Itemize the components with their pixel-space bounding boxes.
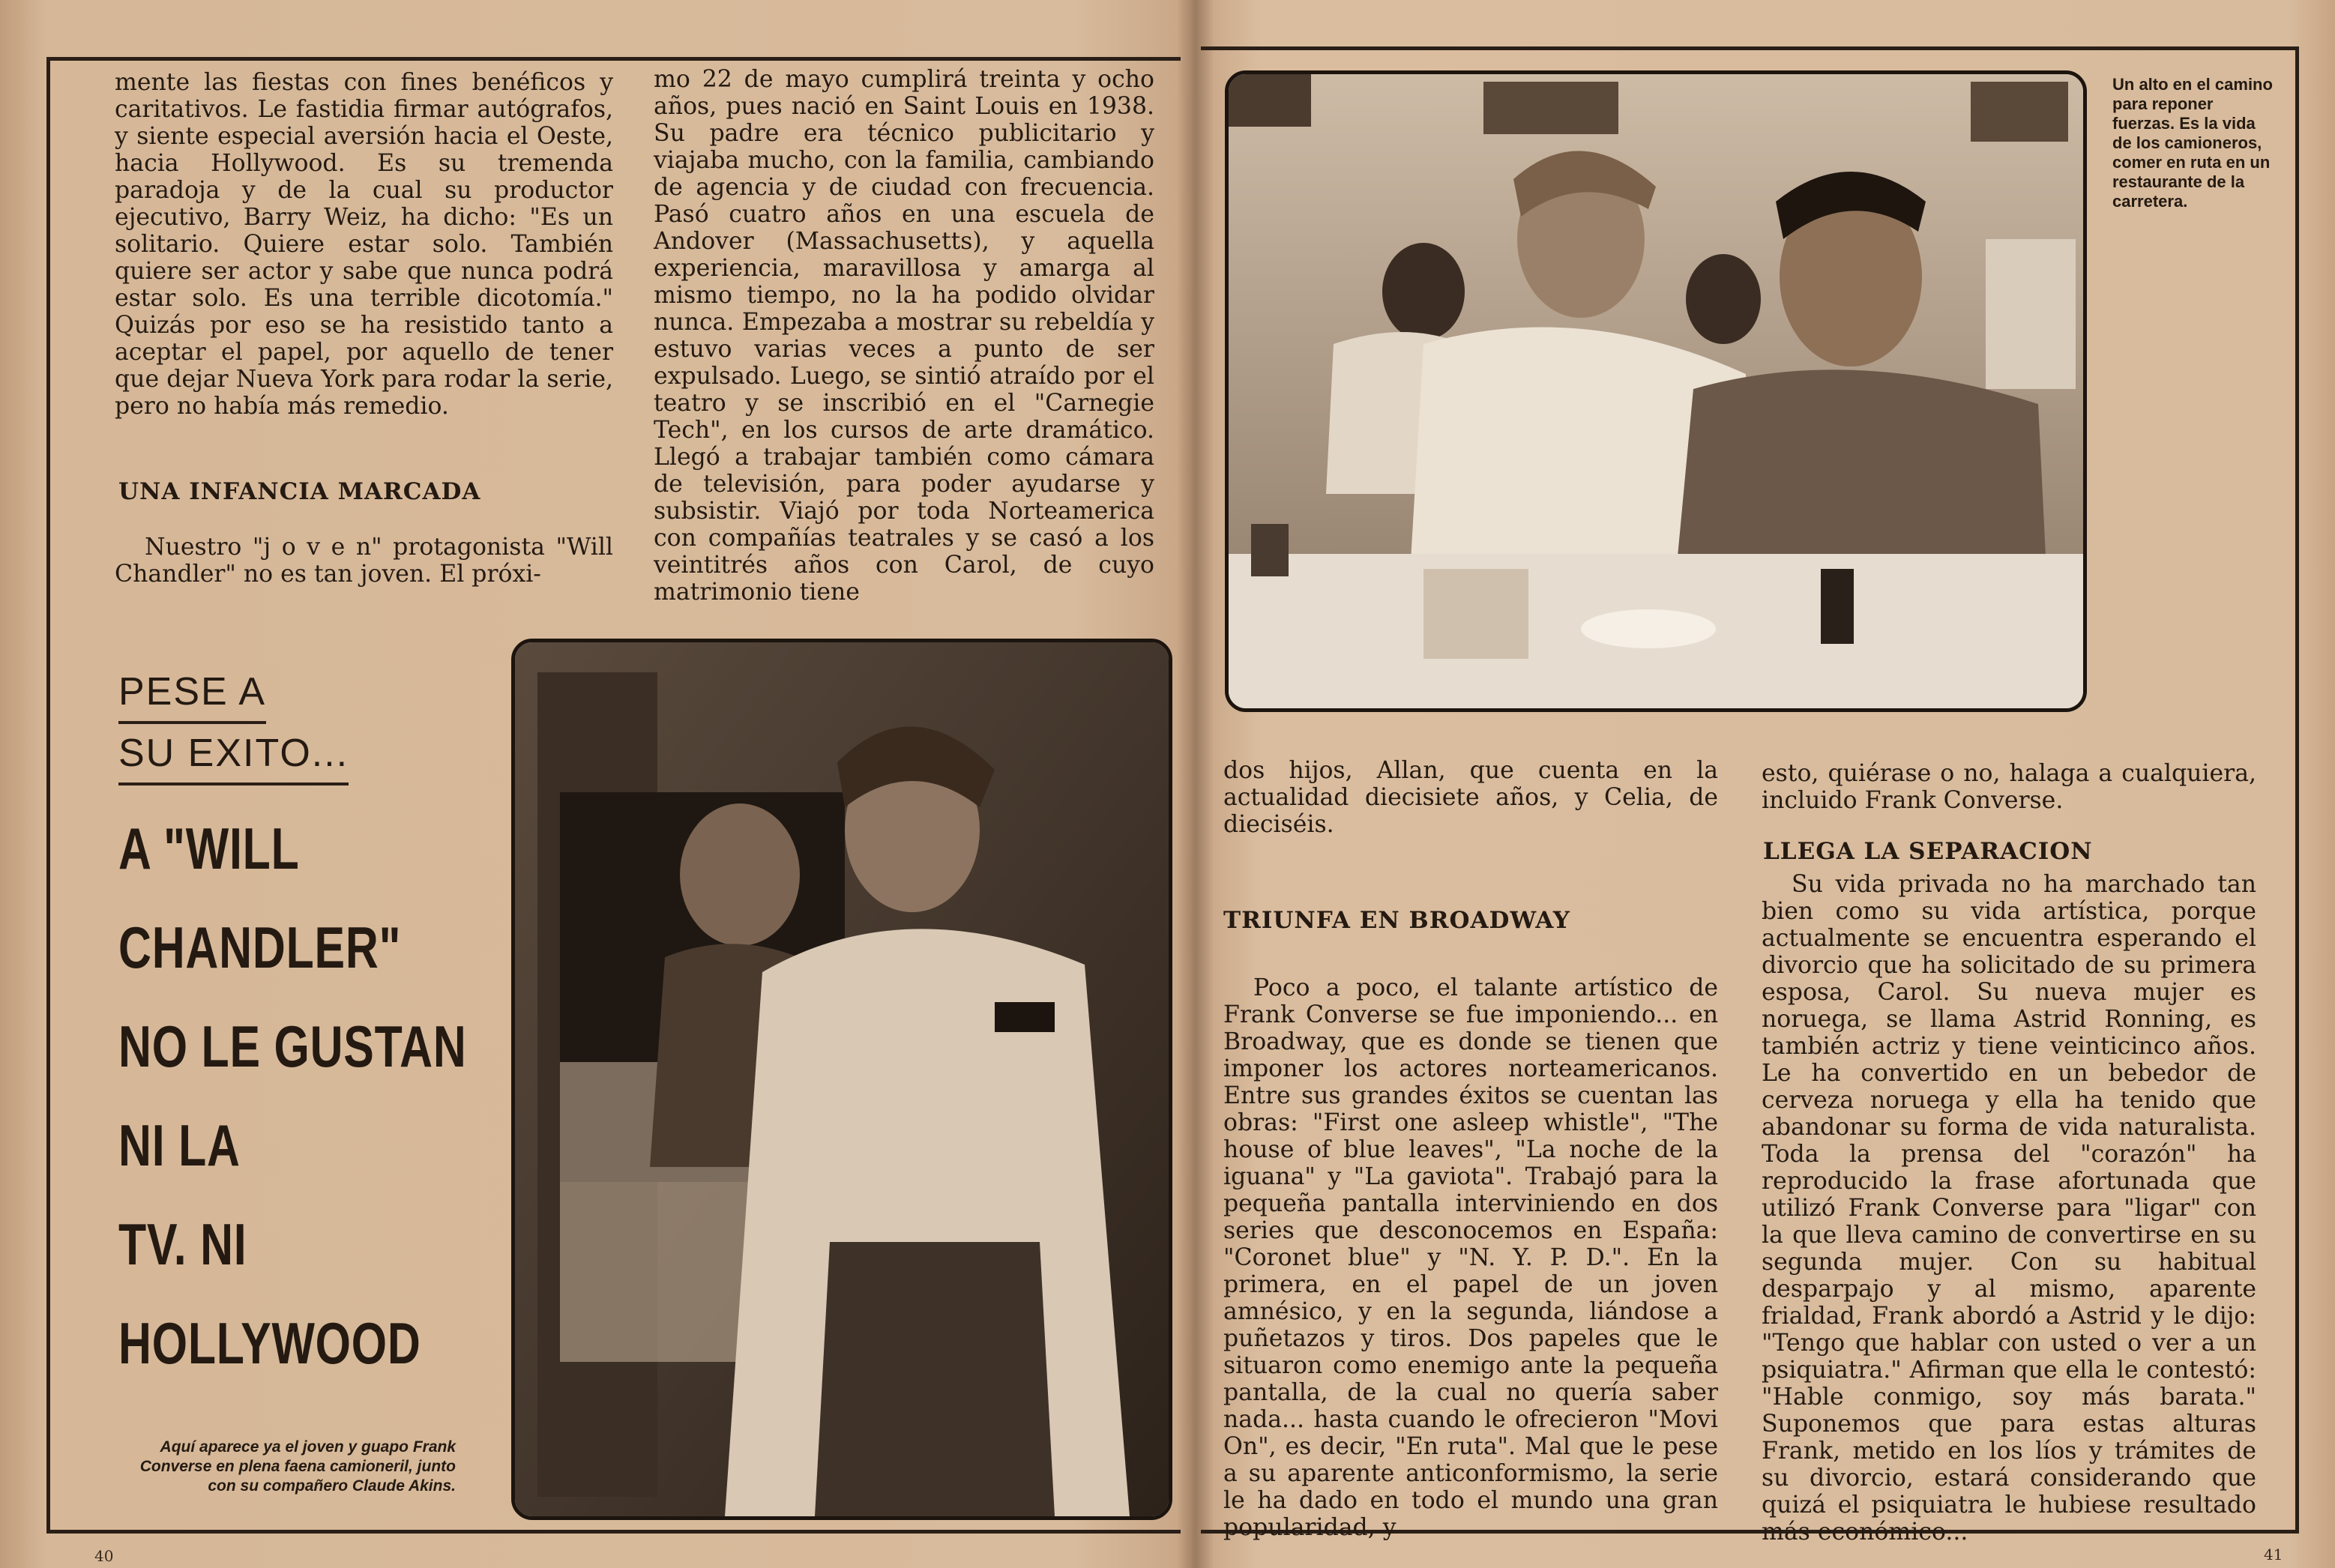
right-column-3b-text: Poco a poco, el talante artístico de Frank Converse se fue imponiendo... en Broadway, que es donde se tienen que imponer los actores norteamericanos. Entre sus grandes éxitos se cuentan las obras: "First one asleep whistle", "The house of blue leaves", "La noche de la iguana" y "La gaviota". Trabajó para la pequeña pantalla interviniendo en dos series que desconocemos en España: "Coronet blue" y "N. Y. P. D.". En la primera, en el papel de un joven amnésico, y en la segunda, liándose a puñetazos y tiros. Dos papeles que le situaron como enemigo ante la pequeña pantalla, de la cual no quería saber nada... hasta cuando le ofrecieron "Movi On", es decir, "En ruta". Mal que le pese a su aparente anticonformismo, la serie le ha dado en todo el mundo una gran popularidad, y bbox=[1223, 974, 1718, 1541]
right-column-3 bbox=[1223, 974, 1718, 1541]
left-column-1b-text: Nuestro "j o v e n" protagonista "Will Chandler" no es tan joven. El próxi- bbox=[115, 534, 613, 588]
right-column-3-top bbox=[1223, 757, 1718, 838]
left-column-1-text: mente las fiestas con fines benéficos y caritativos. Le fastidia firmar autógrafos, y siente especial aversión hacia el Oeste, hacia Hollywood. Es su tremenda paradoja y de la cual su productor ejecutivo, Barry Weiz, ha dicho: "Es un solitario. Quiere estar solo. También quiere ser actor y sabe que nunca podrá estar solo. Es una terrible dicotomía." Quizás por eso se ha resistido tanto a aceptar el papel, por aquello de tener que dejar Nueva York para rodar la serie, pero no había más remedio. bbox=[115, 69, 613, 420]
left-column-2 bbox=[654, 66, 1154, 606]
heading-broadway: TRIUNFA EN BROADWAY bbox=[1223, 907, 1570, 934]
photo-caption-left: Aquí aparece ya el joven y guapo Frank Converse en plena faena camioneril, junto con su compañero Claude Akins. bbox=[139, 1438, 456, 1495]
page-number-right: 41 bbox=[2264, 1546, 2283, 1564]
headline-line-3: NO LE GUSTAN bbox=[118, 1013, 467, 1079]
right-column-3a-text: dos hijos, Allan, que cuenta en la actualidad diecisiete años, y Celia, de dieciséis. bbox=[1223, 757, 1718, 838]
photo-caption-right: Un alto en el camino para reponer fuerzas. Es la vida de los camioneros, comer en ruta en un restaurante de la carretera. bbox=[2112, 75, 2273, 211]
left-column-2-text: mo 22 de mayo cumplirá treinta y ocho años, pues nació en Saint Louis en 1938. Su padre era técnico publicitario y viajaba mucho, con la familia, cambiando de agencia y de ciudad con frecuencia. Pasó cuatro años en una escuela de Andover (Massachusetts), y aquella experiencia, maravillosa y amarga al mismo tiempo, no la ha podido olvidar nunca. Empezaba a mostrar su rebeldía y estuvo varias veces a punto de ser expulsado. Luego, se sintió atraído por el teatro y se inscribió en el "Carnegie Tech", en los cursos de arte dramático. Llegó a trabajar también como cámara de televisión, para poder ayudarse y subsistir. Viajó por toda Norteamerica con compañías teatrales y se casó a los veintitrés años con Carol, de cuyo matrimonio tiene bbox=[654, 66, 1154, 606]
page-number-left: 40 bbox=[94, 1547, 114, 1565]
pese-a-su-exito bbox=[118, 663, 349, 785]
right-column-4b-text: Su vida privada no ha marchado tan bien como su vida artística, porque actualmente se encuentra esperando el divorcio que ha solicitado de su primera esposa, Carol. Su nueva mujer es noruega, se llama Astrid Ronning, es también actriz y tiene veinticinco años. Le ha convertido en un bebedor de cerveza noruega y ella ha tenido que abandonar su forma de vida naturalista. Toda la prensa del "corazón" ha reproducido la frase afortunada que utilizó Frank Converse para "ligar" con la que lleva camino de convertirse en su segunda mujer. Con su habitual desparpajo y al mismo, aparente frialdad, Frank abordó a Astrid y le dijo: "Tengo que hablar con usted o ver a un psiquiatra." Afirman que ella le contestó: "Hable conmigo, soy más barata." Suponemos que para estas alturas Frank, metido en los líos y trámites de su divorcio, estará considerando que quizá el psiquiatra le hubiese resultado más económico... bbox=[1762, 871, 2256, 1546]
headline-line-5: TV. NI bbox=[118, 1211, 247, 1277]
main-headline bbox=[118, 799, 467, 1393]
pese-line-1: PESE A bbox=[118, 663, 266, 724]
photo-truck-drivers-image bbox=[515, 642, 1169, 1516]
right-column-4 bbox=[1762, 871, 2256, 1546]
photo-restaurant bbox=[1225, 70, 2087, 712]
right-column-4a-text: esto, quiérase o no, halaga a cualquiera, incluido Frank Converse. bbox=[1762, 760, 2256, 814]
pese-line-2: SU EXITO... bbox=[118, 724, 349, 785]
headline-line-1: A "WILL bbox=[118, 815, 300, 881]
left-column-1-continued bbox=[115, 534, 613, 588]
photo-truck-drivers bbox=[511, 639, 1172, 1520]
left-column-1 bbox=[115, 69, 613, 420]
photo-restaurant-image bbox=[1229, 74, 2083, 708]
headline-line-4: NI LA bbox=[118, 1112, 241, 1178]
heading-separacion: LLEGA LA SEPARACION bbox=[1763, 838, 2093, 865]
right-column-4-top bbox=[1762, 760, 2256, 814]
headline-line-6: HOLLYWOOD bbox=[118, 1310, 421, 1376]
heading-infancia: UNA INFANCIA MARCADA bbox=[118, 478, 481, 505]
headline-line-2: CHANDLER" bbox=[118, 914, 402, 980]
